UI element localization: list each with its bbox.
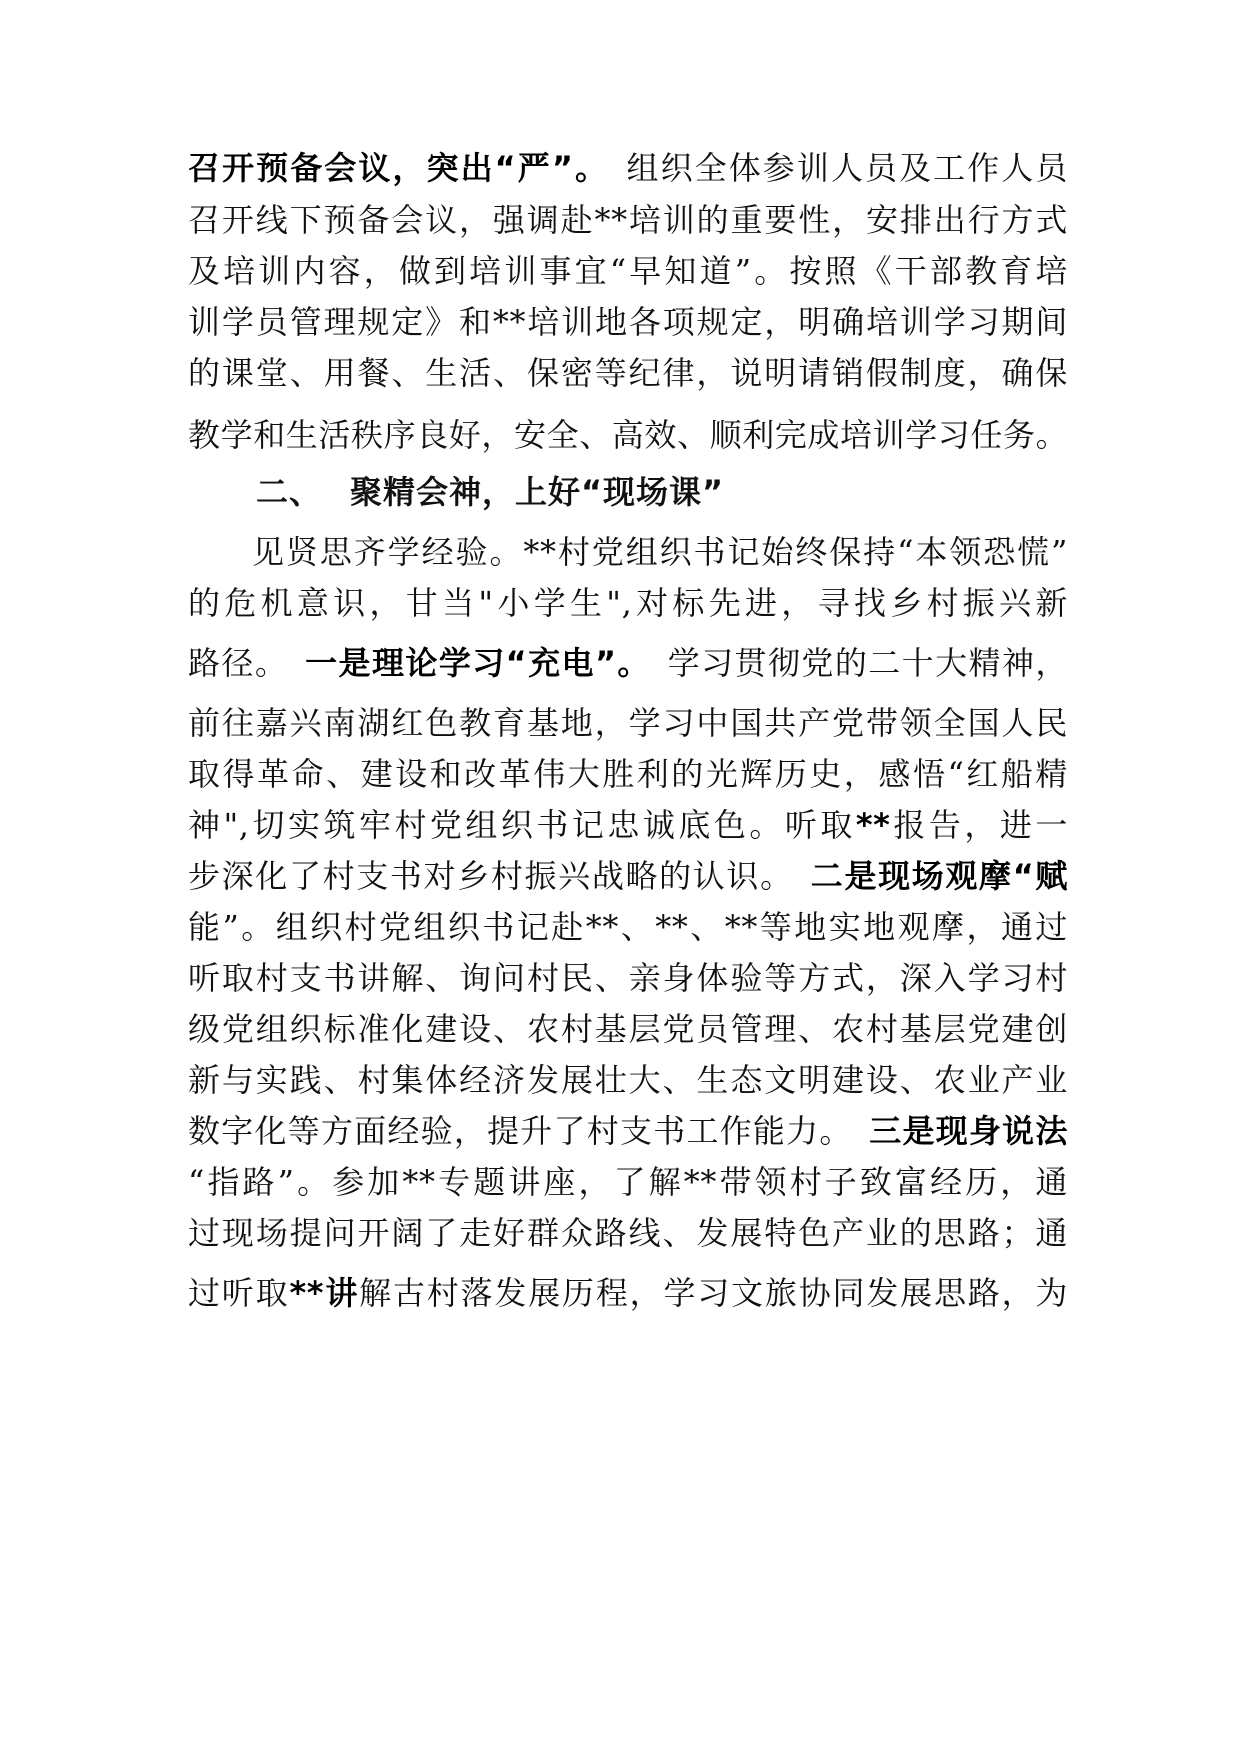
para2-line3-pre: 路径。 <box>188 644 289 682</box>
para1-line-6: 教学和生活秩序良好，安全、高效、顺利完成培训学习任务。 <box>188 416 1069 454</box>
para1-line-1 <box>188 148 1068 188</box>
point-2-title: 二是现场观摩“赋 <box>809 857 1068 895</box>
para2-line15-bold: **讲 <box>289 1274 360 1312</box>
para2-line-15 <box>188 1273 1068 1313</box>
para2-line-8: 能”。组织村党组织书记赴**、**、**等地实地观摩，通过 <box>188 908 1068 946</box>
para2-line-9: 听取村支书讲解、询问村民、亲身体验等方式，深入学习村 <box>188 959 1068 997</box>
section-heading-2 <box>256 472 1136 512</box>
para2-line15-pre: 过听取 <box>188 1274 290 1312</box>
para2-line-10: 级党组织标准化建设、农村基层党员管理、农村基层党建创 <box>188 1010 1068 1048</box>
para2-line-14: 过现场提问开阔了走好群众路线、发展特色产业的思路；通 <box>188 1214 1068 1252</box>
para2-line-4: 前往嘉兴南湖红色教育基地，学习中国共产党带领全国人民 <box>188 704 1068 742</box>
section-title: 聚精会神，上好“现场课” <box>350 473 725 511</box>
para2-line15-post: 解古村落发展历程，学习文旅协同发展思路，为 <box>359 1274 1068 1312</box>
para1-line-3: 及培训内容，做到培训事宜“早知道”。按照《干部教育培 <box>188 252 1068 290</box>
para2-line-5: 取得革命、建设和改革伟大胜利的光辉历史，感悟“红船精 <box>188 755 1068 793</box>
para1-line-5: 的课堂、用餐、生活、保密等纪律，说明请销假制度，确保 <box>188 354 1068 392</box>
point-3-title: 三是现身说法 <box>868 1112 1068 1150</box>
para2-line-3 <box>188 643 1068 683</box>
para2-line-7 <box>188 856 1068 896</box>
para2-line6-bold: ** <box>855 806 891 844</box>
para2-line-2: 的危机意识，甘当"小学生",对标先进，寻找乡村振兴新 <box>188 584 1068 622</box>
para1-line-4: 训学员管理规定》和**培训地各项规定，明确培训学习期间 <box>188 303 1068 341</box>
para2-line-11: 新与实践、村集体经济发展壮大、生态文明建设、农业产业 <box>188 1061 1068 1099</box>
para2-line-12 <box>188 1111 1068 1151</box>
para2-line6-pre: 神",切实筑牢村党组织书记忠诚底色。听取 <box>188 806 856 844</box>
point-1-title: 一是理论学习“充电”。 <box>304 644 651 682</box>
para1-line-2: 召开线下预备会议，强调赴**培训的重要性，安排出行方式 <box>188 201 1068 239</box>
para2-line-6 <box>188 805 1068 845</box>
para2-line3-post: 学习贯彻党的二十大精神， <box>666 644 1068 682</box>
para2-line12-pre: 数字化等方面经验，提升了村支书工作能力。 <box>188 1112 853 1150</box>
para2-line-13: “指路”。参加**专题讲座，了解**带领村子致富经历，通 <box>188 1163 1068 1201</box>
para1-lead-bold: 召开预备会议，突出“严”。 <box>188 149 610 187</box>
para1-line1-text: 组织全体参训人员及工作人员 <box>625 149 1068 187</box>
para2-line7-pre: 步深化了村支书对乡村振兴战略的认识。 <box>188 857 794 895</box>
section-number: 二、 <box>256 473 323 511</box>
para2-line6-post: 报告，进一 <box>890 806 1068 844</box>
para2-line-1: 见贤思齐学经验。**村党组织书记始终保持“本领恐慌” <box>252 533 1068 571</box>
